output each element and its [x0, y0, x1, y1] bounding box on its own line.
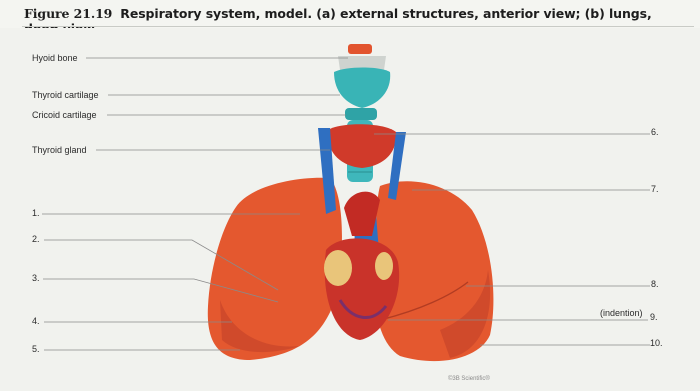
blank-number-6: 6. — [651, 127, 659, 137]
left-atrium — [324, 250, 352, 286]
figure-number: Figure 21.19 — [24, 6, 113, 21]
label-thyroid-cartilage: Thyroid cartilage — [32, 90, 99, 100]
blank-number-3: 3. — [32, 273, 40, 283]
copyright-credit: ©3B Scientific® — [448, 376, 490, 382]
blank-number-10: 10. — [650, 338, 663, 348]
hyoid-bone — [348, 44, 372, 54]
label-cricoid-cartilage: Cricoid cartilage — [32, 110, 97, 120]
cricoid-cartilage — [345, 108, 377, 120]
blank-number-9: 9. — [650, 312, 658, 322]
indention-annotation: (indention) — [600, 308, 643, 318]
blank-number-7: 7. — [651, 184, 659, 194]
label-thyroid-gland: Thyroid gland — [32, 145, 87, 155]
blank-number-8: 8. — [651, 279, 659, 289]
label-hyoid-bone: Hyoid bone — [32, 53, 78, 63]
blank-number-2: 2. — [32, 234, 40, 244]
blank-number-4: 4. — [32, 316, 40, 326]
right-atrium — [375, 252, 393, 280]
blank-number-1: 1. — [32, 208, 40, 218]
figure-caption-text: Respiratory system, model. (a) external structures, anterior view; (b) lungs, — [120, 6, 652, 21]
blank-number-5: 5. — [32, 344, 40, 354]
